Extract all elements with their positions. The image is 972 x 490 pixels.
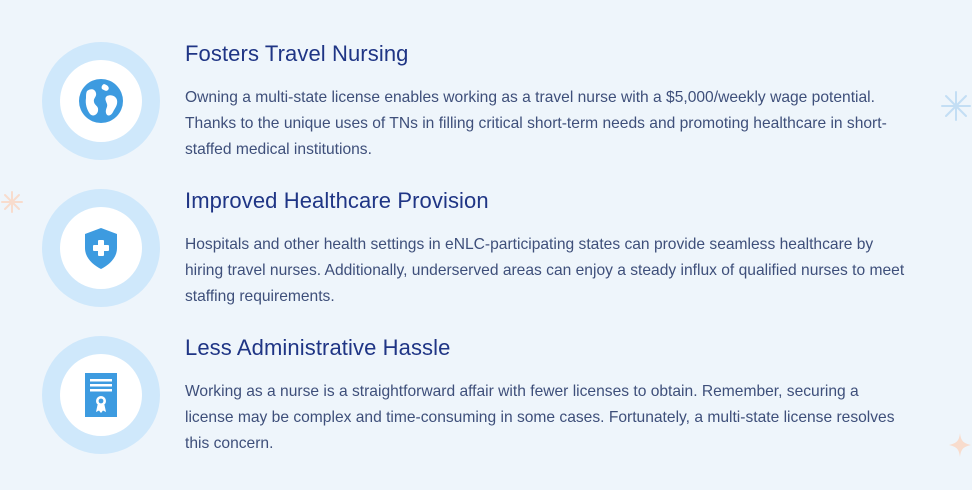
certificate-icon: [77, 371, 125, 419]
shield-cross-icon: [77, 224, 125, 272]
benefit-title: Fosters Travel Nursing: [185, 41, 409, 66]
benefit-description: Owning a multi-state license enables working as a travel nurse with a $5,000/weekly wage potential. Thanks to the unique uses of TNs in filling critical short-term needs and promoting healthcare in short-staffed medical institutions.: [185, 89, 887, 158]
icon-circle-inner: [60, 354, 142, 436]
benefit-description: Working as a nurse is a straightforward affair with fewer licenses to obtain. Remember, securing a license may be complex and time-consuming in some cases. Fortunately, a multi-state license resolves this concern.: [185, 383, 895, 452]
benefit-title: Improved Healthcare Provision: [185, 188, 489, 213]
benefit-item-travel-nursing: [0, 40, 972, 180]
globe-icon: [77, 77, 125, 125]
icon-circle: [42, 336, 160, 454]
benefit-item-healthcare-provision: [0, 187, 972, 327]
benefit-item-administrative-hassle: [0, 334, 972, 474]
icon-circle-inner: [60, 207, 142, 289]
benefit-description: Hospitals and other health settings in eNLC-participating states can provide seamless healthcare by hiring travel nurses. Additionally, underserved areas can enjoy a steady influx of qualified nurses to meet staffing requirements.: [185, 236, 905, 305]
icon-circle: [42, 189, 160, 307]
benefit-title: Less Administrative Hassle: [185, 335, 451, 360]
icon-circle-inner: [60, 60, 142, 142]
icon-circle: [42, 42, 160, 160]
